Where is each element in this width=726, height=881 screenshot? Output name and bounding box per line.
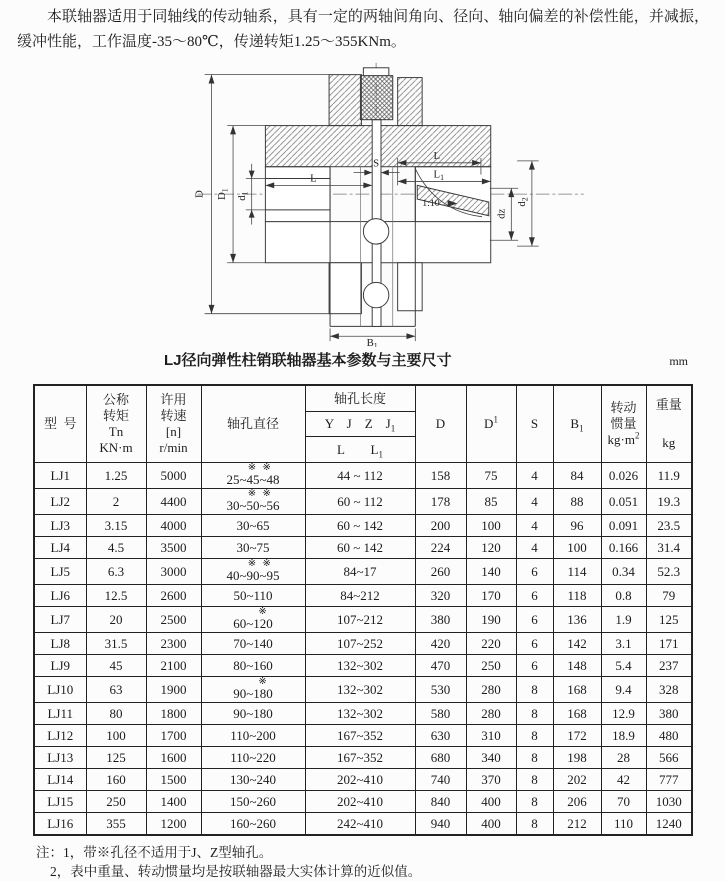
right-rim-lower	[398, 263, 422, 311]
cell-B1: 212	[553, 813, 601, 836]
cell-weight: 79	[646, 585, 692, 607]
cell-D: 158	[415, 463, 466, 489]
cell-torque: 3.15	[86, 515, 146, 537]
dim-label-L1: $L_1$	[433, 168, 445, 182]
cell-model: LJ1	[34, 463, 86, 489]
cell-D: 940	[415, 813, 466, 836]
cell-S: 8	[516, 747, 553, 769]
cell-weight: 125	[646, 607, 692, 633]
table-row	[34, 791, 692, 813]
cell-bore-length: 44 ~ 112	[305, 463, 415, 489]
cell-inertia: 18.9	[601, 725, 646, 747]
col-header-S: S	[516, 385, 553, 463]
cell-bore-length: 84~212	[305, 585, 415, 607]
cell-speed: 2100	[146, 655, 201, 677]
cell-D1: 310	[466, 725, 516, 747]
cell-D1: 220	[466, 633, 516, 655]
pin-cap	[363, 68, 388, 76]
cell-model: LJ16	[34, 813, 86, 836]
cell-S: 8	[516, 791, 553, 813]
bore-footnote-marks: ※ ※	[235, 462, 271, 473]
cell-B1: 84	[553, 463, 601, 489]
cell-bore-length: 167~352	[305, 747, 415, 769]
cell-torque: 31.5	[86, 633, 146, 655]
pin-sleeve	[360, 76, 392, 120]
cell-bore-length: 242~410	[305, 813, 415, 836]
cell-model: LJ6	[34, 585, 86, 607]
cell-D: 530	[415, 677, 466, 703]
bore-footnote-marks: ※	[239, 606, 267, 617]
cell-bore-diameter: 160~260	[201, 813, 305, 836]
cell-D: 580	[415, 703, 466, 725]
cell-bore-diameter: 70~140	[201, 633, 305, 655]
col-header-bore-length: 轴孔长度	[305, 385, 415, 412]
table-row	[34, 677, 692, 703]
col-header-D: D	[415, 385, 466, 463]
dim-label-L-right: L	[433, 149, 441, 162]
cell-weight: 11.9	[646, 463, 692, 489]
cell-weight: 480	[646, 725, 692, 747]
right-flange-lower	[381, 222, 491, 263]
cell-model: LJ15	[34, 791, 86, 813]
cell-B1: 168	[553, 703, 601, 725]
cell-speed: 2600	[146, 585, 201, 607]
cell-weight: 380	[646, 703, 692, 725]
dim-label-d2: $d_2$	[516, 197, 530, 207]
document-page	[0, 5, 726, 878]
dim-label-dz: dz	[495, 208, 508, 219]
cell-weight: 171	[646, 633, 692, 655]
cell-B1: 172	[553, 725, 601, 747]
cell-D: 470	[415, 655, 466, 677]
cell-weight: 31.4	[646, 537, 692, 559]
cell-D1: 190	[466, 607, 516, 633]
table-row	[34, 537, 692, 559]
cell-torque: 1.25	[86, 463, 146, 489]
cell-model: LJ8	[34, 633, 86, 655]
dim-label-D1: $D_1$	[216, 188, 230, 201]
cell-speed: 3000	[146, 559, 201, 585]
cell-D1: 370	[466, 769, 516, 791]
table-row	[34, 655, 692, 677]
cell-D: 320	[415, 585, 466, 607]
cell-speed: 2300	[146, 633, 201, 655]
cell-inertia: 110	[601, 813, 646, 836]
dim-label-S: S	[373, 157, 380, 170]
cell-speed: 1700	[146, 725, 201, 747]
cell-S: 6	[516, 655, 553, 677]
cell-inertia: 5.4	[601, 655, 646, 677]
cell-speed: 1400	[146, 791, 201, 813]
coupling-section-drawing	[146, 57, 616, 347]
table-title-row	[164, 349, 688, 370]
cell-bore-diameter: 50~110	[201, 585, 305, 607]
cell-S: 6	[516, 607, 553, 633]
cell-model: LJ5	[34, 559, 86, 585]
cell-B1: 168	[553, 677, 601, 703]
cell-bore-length: 107~252	[305, 633, 415, 655]
cell-weight: 52.3	[646, 559, 692, 585]
table-row	[34, 515, 692, 537]
col-header-D1: $D^1$	[466, 385, 516, 463]
cell-bore-diameter: 110~200	[201, 725, 305, 747]
cell-torque: 80	[86, 703, 146, 725]
cell-inertia: 9.4	[601, 677, 646, 703]
cell-speed: 5000	[146, 463, 201, 489]
cell-weight: 19.3	[646, 489, 692, 515]
table-row	[34, 747, 692, 769]
col-header-yjz: Y J Z $J_1$	[305, 412, 415, 437]
bore-value: 40~90~95	[226, 568, 280, 583]
cell-speed: 1500	[146, 769, 201, 791]
cell-bore-length: 84~17	[305, 559, 415, 585]
cell-model: LJ11	[34, 703, 86, 725]
col-header-speed: 许用 转速 [n] r/min	[146, 385, 201, 463]
cell-model: LJ7	[34, 607, 86, 633]
cell-speed: 1800	[146, 703, 201, 725]
cell-inertia: 42	[601, 769, 646, 791]
cell-torque: 45	[86, 655, 146, 677]
cell-S: 8	[516, 677, 553, 703]
cell-weight: 328	[646, 677, 692, 703]
parameters-table	[33, 384, 693, 836]
cell-torque: 125	[86, 747, 146, 769]
right-rim	[398, 78, 422, 126]
cell-torque: 4.5	[86, 537, 146, 559]
table-row	[34, 585, 692, 607]
cell-bore-length: 132~302	[305, 655, 415, 677]
col-header-torque: 公称 转矩 Tn KN·m	[86, 385, 146, 463]
bore-value: 90~180	[233, 686, 273, 701]
footnote-1: 注：1，带※孔径不适用于J、Z型轴孔。	[36, 845, 273, 860]
table-row	[34, 489, 692, 515]
table-row	[34, 607, 692, 633]
cell-S: 6	[516, 559, 553, 585]
col-header-weight: 重量 kg	[646, 385, 692, 463]
cell-speed: 4000	[146, 515, 201, 537]
cell-model: LJ3	[34, 515, 86, 537]
table-row	[34, 559, 692, 585]
cell-D: 260	[415, 559, 466, 585]
cell-model: LJ12	[34, 725, 86, 747]
cell-model: LJ4	[34, 537, 86, 559]
cell-torque: 100	[86, 725, 146, 747]
cell-torque: 12.5	[86, 585, 146, 607]
cell-speed: 2500	[146, 607, 201, 633]
cell-D: 840	[415, 791, 466, 813]
cell-bore-length: 132~302	[305, 677, 415, 703]
cell-bore-diameter: 130~240	[201, 769, 305, 791]
cell-inertia: 0.166	[601, 537, 646, 559]
cell-D1: 85	[466, 489, 516, 515]
cell-D: 200	[415, 515, 466, 537]
cell-S: 6	[516, 585, 553, 607]
cell-D1: 280	[466, 677, 516, 703]
cell-bore-length: 202~410	[305, 791, 415, 813]
cell-bore-length: 167~352	[305, 725, 415, 747]
cell-bore-diameter: 110~220	[201, 747, 305, 769]
table-body	[34, 463, 692, 836]
col-header-inertia: 转动 惯量 $kg\cdot m^2$	[601, 385, 646, 463]
cell-model: LJ10	[34, 677, 86, 703]
cell-bore-length: 60 ~ 142	[305, 537, 415, 559]
cell-D: 380	[415, 607, 466, 633]
col-header-model: 型 号	[34, 385, 86, 463]
cell-weight: 777	[646, 769, 692, 791]
cell-model: LJ9	[34, 655, 86, 677]
cell-D1: 75	[466, 463, 516, 489]
cell-S: 8	[516, 813, 553, 836]
cell-inertia: 0.091	[601, 515, 646, 537]
left-hub	[265, 167, 330, 222]
cell-B1: 198	[553, 747, 601, 769]
col-header-bore-diameter: 轴孔直径	[201, 385, 305, 463]
cell-weight: 23.5	[646, 515, 692, 537]
cell-torque: 355	[86, 813, 146, 836]
cell-inertia: 3.1	[601, 633, 646, 655]
bore-value: 60~120	[233, 616, 273, 631]
footnotes	[36, 843, 726, 881]
cell-inertia: 12.9	[601, 703, 646, 725]
cell-bore-diameter	[201, 607, 305, 633]
cell-B1: 88	[553, 489, 601, 515]
cell-speed: 1600	[146, 747, 201, 769]
cell-D1: 280	[466, 703, 516, 725]
cell-D1: 120	[466, 537, 516, 559]
footnote-2: 2，表中重量、转动惯量均是按联轴器最大实体计算的近似值。	[50, 864, 422, 879]
cell-weight: 1240	[646, 813, 692, 836]
cell-inertia: 0.026	[601, 463, 646, 489]
cell-D: 740	[415, 769, 466, 791]
cell-bore-diameter	[201, 489, 305, 515]
cell-D: 680	[415, 747, 466, 769]
cell-S: 4	[516, 489, 553, 515]
cell-bore-diameter	[201, 677, 305, 703]
cell-bore-diameter: 80~160	[201, 655, 305, 677]
cell-bore-diameter: 150~260	[201, 791, 305, 813]
cell-B1: 148	[553, 655, 601, 677]
cell-D1: 250	[466, 655, 516, 677]
cell-D1: 170	[466, 585, 516, 607]
cell-model: LJ14	[34, 769, 86, 791]
taper-label: 1:10	[422, 197, 440, 209]
cell-bore-length: 107~212	[305, 607, 415, 633]
cell-bore-length: 202~410	[305, 769, 415, 791]
cell-B1: 96	[553, 515, 601, 537]
table-row	[34, 813, 692, 836]
col-header-B1: $B_1$	[553, 385, 601, 463]
bore-footnote-marks: ※ ※	[235, 558, 271, 569]
cell-B1: 118	[553, 585, 601, 607]
table-row	[34, 463, 692, 489]
table-row	[34, 725, 692, 747]
cell-B1: 136	[553, 607, 601, 633]
cell-torque: 160	[86, 769, 146, 791]
cell-bore-length: 60 ~ 142	[305, 515, 415, 537]
cell-bore-diameter: 90~180	[201, 703, 305, 725]
col-header-LL1: L $L_1$	[305, 437, 415, 463]
cell-torque: 250	[86, 791, 146, 813]
cell-weight: 566	[646, 747, 692, 769]
table-header	[34, 385, 692, 463]
bore-value: 30~50~56	[226, 498, 280, 513]
table-row	[34, 703, 692, 725]
left-rim	[329, 75, 361, 126]
pin-bushing-upper	[363, 219, 388, 244]
unit-label: mm	[669, 354, 688, 368]
cell-S: 8	[516, 769, 553, 791]
bore-footnote-marks: ※ ※	[235, 488, 271, 499]
coupling-drawing-area	[146, 57, 616, 347]
cell-S: 8	[516, 703, 553, 725]
cell-inertia: 0.051	[601, 489, 646, 515]
cell-D1: 400	[466, 813, 516, 836]
cell-B1: 100	[553, 537, 601, 559]
cell-S: 4	[516, 463, 553, 489]
left-flange-lower	[265, 222, 373, 263]
cell-inertia: 0.34	[601, 559, 646, 585]
cell-inertia: 70	[601, 791, 646, 813]
cell-bore-length: 60 ~ 112	[305, 489, 415, 515]
cell-D1: 340	[466, 747, 516, 769]
left-flange	[265, 126, 373, 167]
cell-torque: 20	[86, 607, 146, 633]
cell-torque: 2	[86, 489, 146, 515]
cell-S: 8	[516, 725, 553, 747]
dim-label-D: D	[193, 190, 206, 199]
cell-B1: 202	[553, 769, 601, 791]
dim-label-B1: $B_1$	[366, 337, 378, 347]
cell-S: 4	[516, 515, 553, 537]
cell-bore-diameter	[201, 463, 305, 489]
cell-D: 178	[415, 489, 466, 515]
cell-torque: 63	[86, 677, 146, 703]
cell-torque: 6.3	[86, 559, 146, 585]
cell-bore-diameter	[201, 559, 305, 585]
table-row	[34, 633, 692, 655]
table-row	[34, 769, 692, 791]
cell-D1: 140	[466, 559, 516, 585]
cell-model: LJ2	[34, 489, 86, 515]
bore-value: 25~45~48	[226, 472, 280, 487]
cell-D: 224	[415, 537, 466, 559]
cell-D1: 400	[466, 791, 516, 813]
cell-S: 4	[516, 537, 553, 559]
bore-footnote-marks: ※	[239, 676, 267, 687]
cell-weight: 1030	[646, 791, 692, 813]
intro-paragraph: 本联轴器适用于同轴线的传动轴系，具有一定的两轴间角向、径向、轴向偏差的补偿性能，并减振，缓冲性能，工作温度-35～80℃，传递转矩1.25～355KNm。	[17, 9, 709, 50]
cell-D1: 100	[466, 515, 516, 537]
cell-bore-diameter: 30~75	[201, 537, 305, 559]
table-title: LJ径向弹性柱销联轴器基本参数与主要尺寸	[164, 352, 452, 369]
cell-inertia: 0.8	[601, 585, 646, 607]
cell-S: 6	[516, 633, 553, 655]
cell-speed: 4400	[146, 489, 201, 515]
cell-weight: 237	[646, 655, 692, 677]
cell-speed: 1900	[146, 677, 201, 703]
cell-D: 630	[415, 725, 466, 747]
cell-bore-diameter: 30~65	[201, 515, 305, 537]
cell-bore-length: 132~302	[305, 703, 415, 725]
cell-B1: 114	[553, 559, 601, 585]
cell-speed: 3500	[146, 537, 201, 559]
left-rim-lower	[329, 263, 361, 314]
cell-inertia: 1.9	[601, 607, 646, 633]
dim-label-d1: $d_1$	[235, 191, 250, 201]
pin-bushing-lower	[363, 282, 388, 307]
dim-label-L-left: L	[310, 172, 317, 185]
cell-B1: 206	[553, 791, 601, 813]
cell-B1: 142	[553, 633, 601, 655]
cell-model: LJ13	[34, 747, 86, 769]
cell-speed: 1200	[146, 813, 201, 836]
cell-inertia: 28	[601, 747, 646, 769]
cell-D: 420	[415, 633, 466, 655]
